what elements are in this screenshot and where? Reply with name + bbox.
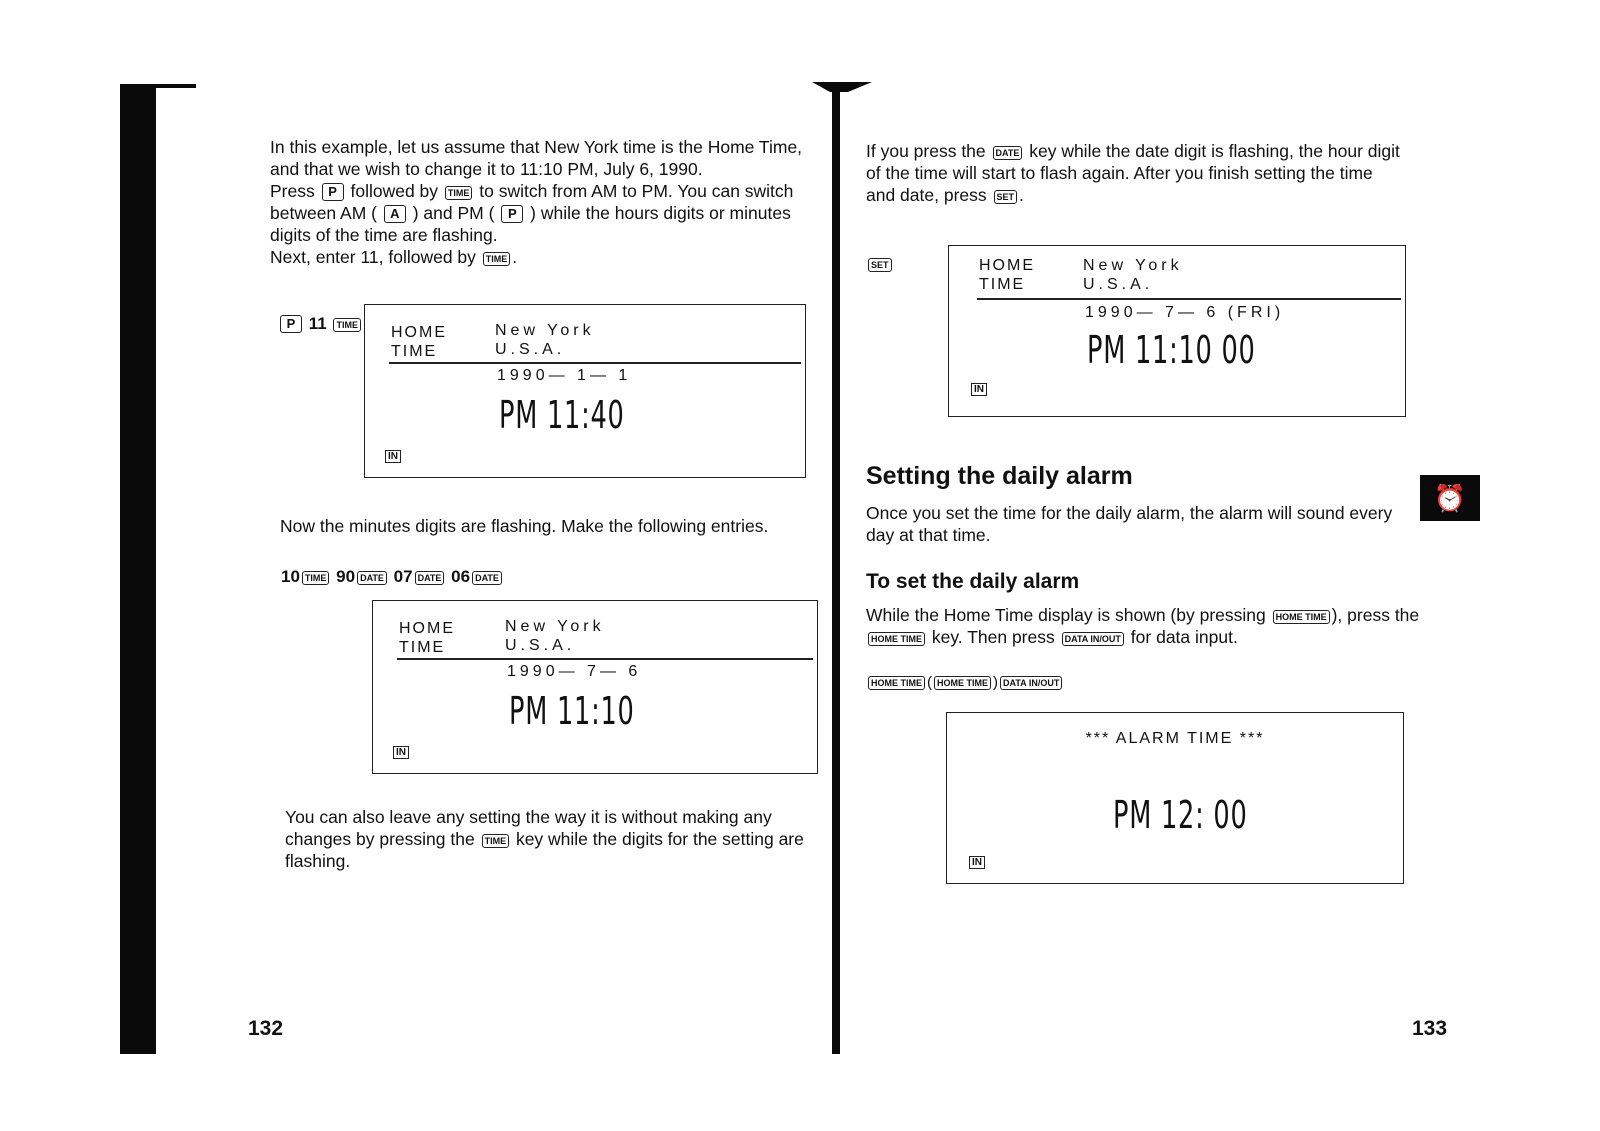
country: U.S.A.	[1083, 276, 1154, 293]
text: to switch from AM to PM. You can switch	[474, 181, 794, 201]
intro-line	[866, 184, 1426, 206]
home-label: HOME	[399, 620, 455, 637]
text: followed by	[345, 181, 443, 201]
step1-keys	[278, 314, 363, 334]
city: New York	[495, 322, 595, 339]
in-indicator: IN	[385, 450, 401, 463]
text: If you press the	[866, 141, 991, 161]
set-step	[866, 256, 894, 274]
text: between AM (	[270, 203, 382, 223]
page-number-right: 133	[1412, 1017, 1448, 1040]
home-time-key: HOME TIME	[934, 676, 991, 690]
step-number: 11	[308, 314, 327, 333]
para2: Now the minutes digits are flashing. Make the following entries.	[280, 516, 769, 536]
time-key: TIME	[302, 571, 330, 585]
text: ) and PM (	[407, 203, 500, 223]
para3-line	[285, 828, 825, 850]
p-key: P	[322, 183, 344, 201]
text: and date, press	[866, 185, 992, 205]
intro-line: of the time will start to flash again. After you finish setting the time	[866, 163, 1373, 183]
text: .	[512, 247, 518, 267]
sub-text	[866, 604, 1426, 648]
lcd-display-3	[948, 245, 1406, 417]
p-key: P	[280, 315, 302, 333]
para3-line: flashing.	[285, 851, 351, 871]
intro-line: In this example, let us assume that New York time is the Home Time,	[270, 137, 803, 157]
time-label: TIME	[979, 276, 1026, 293]
p-key: P	[501, 205, 523, 223]
home-time-key: HOME TIME	[1273, 610, 1330, 624]
section-heading: Setting the daily alarm	[866, 462, 1133, 490]
set-key: SET	[994, 190, 1018, 204]
home-time-key: HOME TIME	[868, 632, 925, 646]
intro-line	[270, 180, 810, 202]
alarm-clock-icon: ⏰	[1420, 475, 1480, 521]
para3-line: You can also leave any setting the way it is without making any	[285, 807, 772, 827]
sub-line	[866, 626, 1426, 648]
date: 1990— 7— 6	[507, 663, 642, 680]
step-number: 90	[336, 567, 356, 586]
right-intro	[866, 140, 1426, 206]
time-label: TIME	[399, 639, 446, 656]
text: key while the date digit is flashing, the hour digit	[1024, 141, 1400, 161]
set-key: SET	[868, 258, 892, 272]
time-key: TIME	[333, 318, 361, 332]
section-text	[866, 502, 1426, 546]
section-line: Once you set the time for the daily alarm, the alarm will sound every	[866, 503, 1393, 523]
a-key: A	[384, 205, 406, 223]
text: changes by pressing the	[285, 829, 480, 849]
time-label: TIME	[391, 343, 438, 360]
date: 1990— 1— 1	[497, 367, 632, 384]
date: 1990— 7— 6 (FRI)	[1085, 304, 1285, 321]
left-page-edge-cap	[120, 84, 196, 88]
sub-line	[866, 604, 1426, 626]
lcd-display-2	[372, 600, 818, 774]
section-line: day at that time.	[866, 525, 991, 545]
date-key: DATE	[415, 571, 445, 585]
intro-line: digits of the time are flashing.	[270, 225, 498, 245]
text: Press	[270, 181, 320, 201]
divider	[397, 658, 813, 660]
lcd-display-4	[946, 712, 1404, 884]
step-number: 10	[281, 567, 300, 586]
time-key: TIME	[482, 834, 510, 848]
alarm-step-keys: HOME TIME ( HOME TIME ) DATA IN/OUT	[866, 674, 1064, 691]
date-key: DATE	[357, 571, 387, 585]
book-spine-cap	[812, 82, 872, 92]
in-indicator: IN	[971, 383, 987, 396]
clock: PM 11:10	[509, 689, 635, 733]
text: While the Home Time display is shown (by pressing	[866, 605, 1271, 625]
city: New York	[505, 618, 605, 635]
intro-line	[270, 202, 810, 224]
text: key. Then press	[927, 627, 1060, 647]
clock: PM 11:10 00	[1087, 328, 1256, 372]
intro-line	[270, 246, 810, 268]
data-in-out-key: DATA IN/OUT	[1000, 676, 1062, 690]
country: U.S.A.	[495, 341, 566, 358]
alarm-title: *** ALARM TIME ***	[1085, 730, 1265, 747]
intro-line	[866, 140, 1426, 162]
country: U.S.A.	[505, 637, 576, 654]
text: ), press the	[1331, 605, 1420, 625]
text: for data input.	[1125, 627, 1238, 647]
text: .	[1019, 185, 1024, 205]
time-key: TIME	[445, 186, 473, 200]
lcd-display-1	[364, 304, 806, 478]
home-time-key: HOME TIME	[868, 676, 925, 690]
page-number-left: 132	[248, 1017, 284, 1040]
divider	[389, 362, 801, 364]
data-in-out-key: DATA IN/OUT	[1062, 632, 1124, 646]
in-indicator: IN	[969, 856, 985, 869]
date-key: DATE	[993, 146, 1023, 160]
clock: PM 12: 00	[1113, 793, 1248, 837]
clock: PM 11:40	[499, 393, 625, 437]
in-indicator: IN	[393, 746, 409, 759]
home-label: HOME	[979, 257, 1035, 274]
divider	[977, 298, 1401, 300]
intro-line: and that we wish to change it to 11:10 PM, July 6, 1990.	[270, 159, 703, 179]
city: New York	[1083, 257, 1183, 274]
step-number: 06	[451, 567, 471, 586]
text: Next, enter 11, followed by	[270, 247, 481, 267]
book-spine	[832, 84, 840, 1054]
step2-keys	[281, 567, 504, 587]
left-intro	[270, 136, 810, 268]
para3	[285, 806, 825, 872]
home-label: HOME	[391, 324, 447, 341]
date-key: DATE	[472, 571, 502, 585]
time-key: TIME	[483, 252, 511, 266]
left-page-edge	[120, 84, 156, 1054]
text: ) while the hours digits or minutes	[525, 203, 791, 223]
text: key while the digits for the setting are	[511, 829, 804, 849]
step-number: 07	[393, 567, 413, 586]
subheading: To set the daily alarm	[866, 570, 1080, 593]
